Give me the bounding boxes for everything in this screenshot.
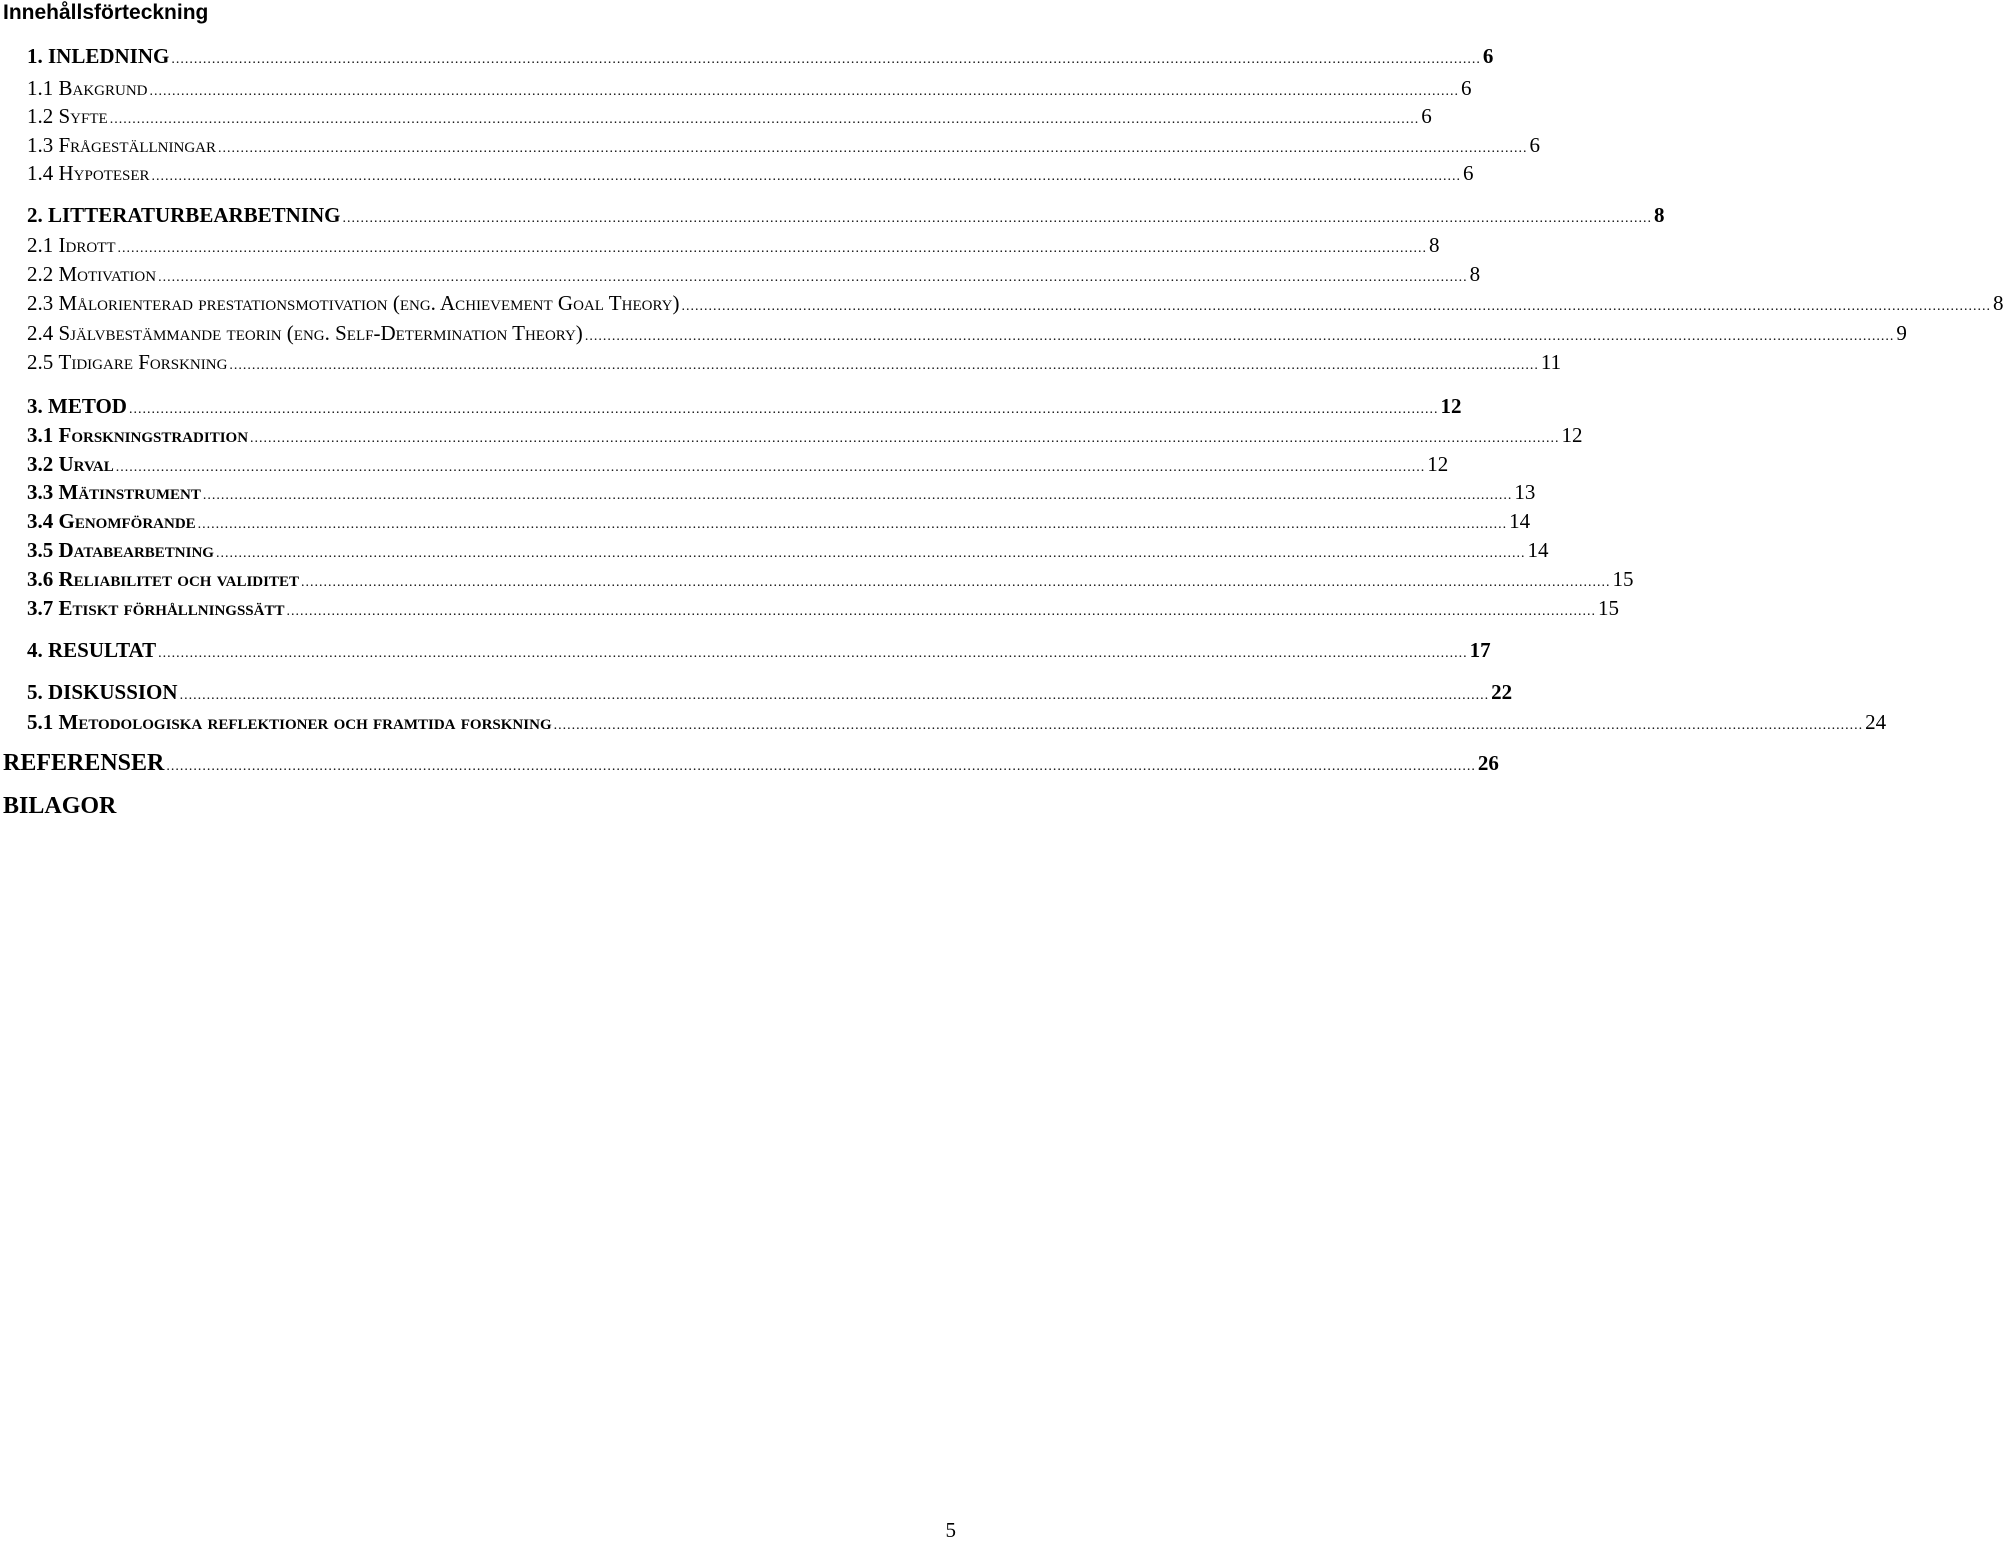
toc-entry-page: 6 [1529, 133, 1541, 157]
dot-leader [158, 264, 1468, 292]
toc-entry-tidigare-forskning[interactable] [27, 348, 1562, 376]
toc-entry-title: 2.4 Självbestämmande teorin (eng. Self-Determination Theory) [27, 321, 583, 345]
toc-entry-page: 6 [1421, 104, 1432, 128]
toc-entry-title: 1.1 Bakgrund [27, 76, 148, 100]
toc-entry-title: 2.2 Motivation [27, 262, 157, 286]
toc-entry-etiskt-forhallningssatt[interactable] [27, 594, 1619, 622]
toc-entry-page: 26 [1477, 751, 1499, 775]
toc-entry-title: 3.3 Mätinstrument [27, 480, 201, 504]
dot-leader [585, 323, 1895, 351]
toc-entry-page: 9 [1896, 321, 1907, 345]
toc-entry-title: 3.1 Forskningstradition [27, 423, 249, 447]
toc-entry-page: 24 [1865, 710, 1887, 734]
dot-leader [158, 640, 1468, 668]
toc-entry-page: 14 [1527, 538, 1549, 562]
dot-leader [180, 682, 1490, 710]
toc-entry-idrott[interactable] [27, 231, 1440, 259]
toc-entry-title: 3.4 Genomförande [27, 509, 196, 533]
toc-entry-page: 6 [1482, 44, 1494, 68]
toc-entry-bakgrund[interactable] [27, 74, 1472, 102]
toc-entry-title: REFERENSER [3, 750, 165, 776]
dot-leader [166, 753, 1476, 781]
dot-leader [554, 712, 1864, 740]
toc-entry-metodologiska-reflektioner[interactable] [27, 708, 1887, 736]
dot-leader [203, 482, 1513, 510]
page-number: 5 [945, 1518, 956, 1542]
toc-entry-page: 12 [1440, 394, 1462, 418]
toc-entry-hypoteser[interactable] [27, 159, 1474, 187]
toc-entry-title: 1.2 Syfte [27, 104, 108, 128]
toc-entry-title: 2. LITTERATURBEARBETNING [27, 203, 341, 227]
toc-entry-title: BILAGOR [3, 793, 117, 819]
toc-entry-page: 6 [1463, 161, 1474, 185]
toc-entry-title: 1.4 Hypoteser [27, 161, 150, 185]
dot-leader [198, 511, 1508, 539]
toc-entry-page: 14 [1509, 509, 1531, 533]
dot-leader [110, 106, 1420, 134]
toc-entry-page: 12 [1427, 452, 1449, 476]
dot-leader [229, 352, 1539, 380]
dot-leader [343, 205, 1653, 233]
toc-entry-inledning[interactable] [27, 42, 1494, 70]
toc-entry-title: 4. RESULTAT [27, 638, 157, 662]
dot-leader [286, 598, 1596, 626]
toc-entry-referenser[interactable] [3, 749, 1499, 777]
toc-entry-page: 15 [1597, 596, 1619, 620]
dot-leader [681, 293, 1991, 321]
toc-entry-title: 3.5 Databearbetning [27, 538, 214, 562]
toc-entry-title: 3.2 Urval [27, 452, 114, 476]
toc-entry-syfte[interactable] [27, 102, 1432, 130]
dot-leader [250, 425, 1560, 453]
toc-entry-title: 3.6 Reliabilitet och validitet [27, 567, 299, 591]
toc-entry-title: 2.5 Tidigare Forskning [27, 350, 228, 374]
page-heading: Innehållsförteckning [3, 1, 209, 24]
toc-entry-bilagor[interactable] [3, 792, 962, 820]
toc-entry-page: 17 [1469, 638, 1491, 662]
toc-entry-page: 8 [1992, 291, 2003, 315]
toc-entry-page: 13 [1514, 480, 1536, 504]
toc-entry-metod[interactable] [27, 392, 1462, 420]
toc-entry-title: 1.3 Frågeställningar [27, 133, 217, 157]
toc-entry-title: 3.7 Etiskt förhållningssätt [27, 596, 285, 620]
toc-entry-self-determination-theory[interactable] [27, 319, 1907, 347]
toc-entry-genomforande[interactable] [27, 507, 1531, 535]
toc-entry-litteraturbearbetning[interactable] [27, 201, 1665, 229]
toc-entry-page: 6 [1461, 76, 1472, 100]
toc-entry-title: 5.1 Metodologiska reflektioner och framtida forskning [27, 710, 552, 734]
toc-entry-title: 3. METOD [27, 394, 127, 418]
toc-entry-page: 22 [1491, 680, 1513, 704]
dot-leader [171, 46, 1481, 74]
toc-entry-title: 5. DISKUSSION [27, 680, 178, 704]
toc-entry-page: 12 [1561, 423, 1583, 447]
toc-entry-resultat[interactable] [27, 636, 1491, 664]
toc-entry-matinstrument[interactable] [27, 478, 1536, 506]
toc-entry-databearbetning[interactable] [27, 536, 1549, 564]
toc-entry-page: 11 [1540, 350, 1562, 374]
toc-entry-diskussion[interactable] [27, 678, 1513, 706]
dot-leader [152, 163, 1462, 191]
toc-entry-urval[interactable] [27, 450, 1449, 478]
toc-entry-title: 2.1 Idrott [27, 233, 116, 257]
dot-leader [216, 540, 1526, 568]
dot-leader [129, 396, 1439, 424]
toc-entry-reliabilitet[interactable] [27, 565, 1634, 593]
toc-entry-page: 8 [1469, 262, 1481, 286]
toc-entry-page: 8 [1429, 233, 1440, 257]
dot-leader [301, 569, 1611, 597]
toc-entry-achievement-goal-theory[interactable] [27, 289, 2003, 317]
toc-entry-title: 1. INLEDNING [27, 44, 170, 68]
toc-entry-page: 15 [1612, 567, 1634, 591]
toc-entry-forskningstradition[interactable] [27, 421, 1583, 449]
toc-entry-motivation[interactable] [27, 260, 1481, 288]
toc-entry-page: 8 [1654, 203, 1665, 227]
dot-leader [118, 235, 1428, 263]
toc-entry-title: 2.3 Målorienterad prestationsmotivation (eng. Achievement Goal Theory) [27, 291, 680, 315]
toc-entry-fragestallningar[interactable] [27, 131, 1541, 159]
